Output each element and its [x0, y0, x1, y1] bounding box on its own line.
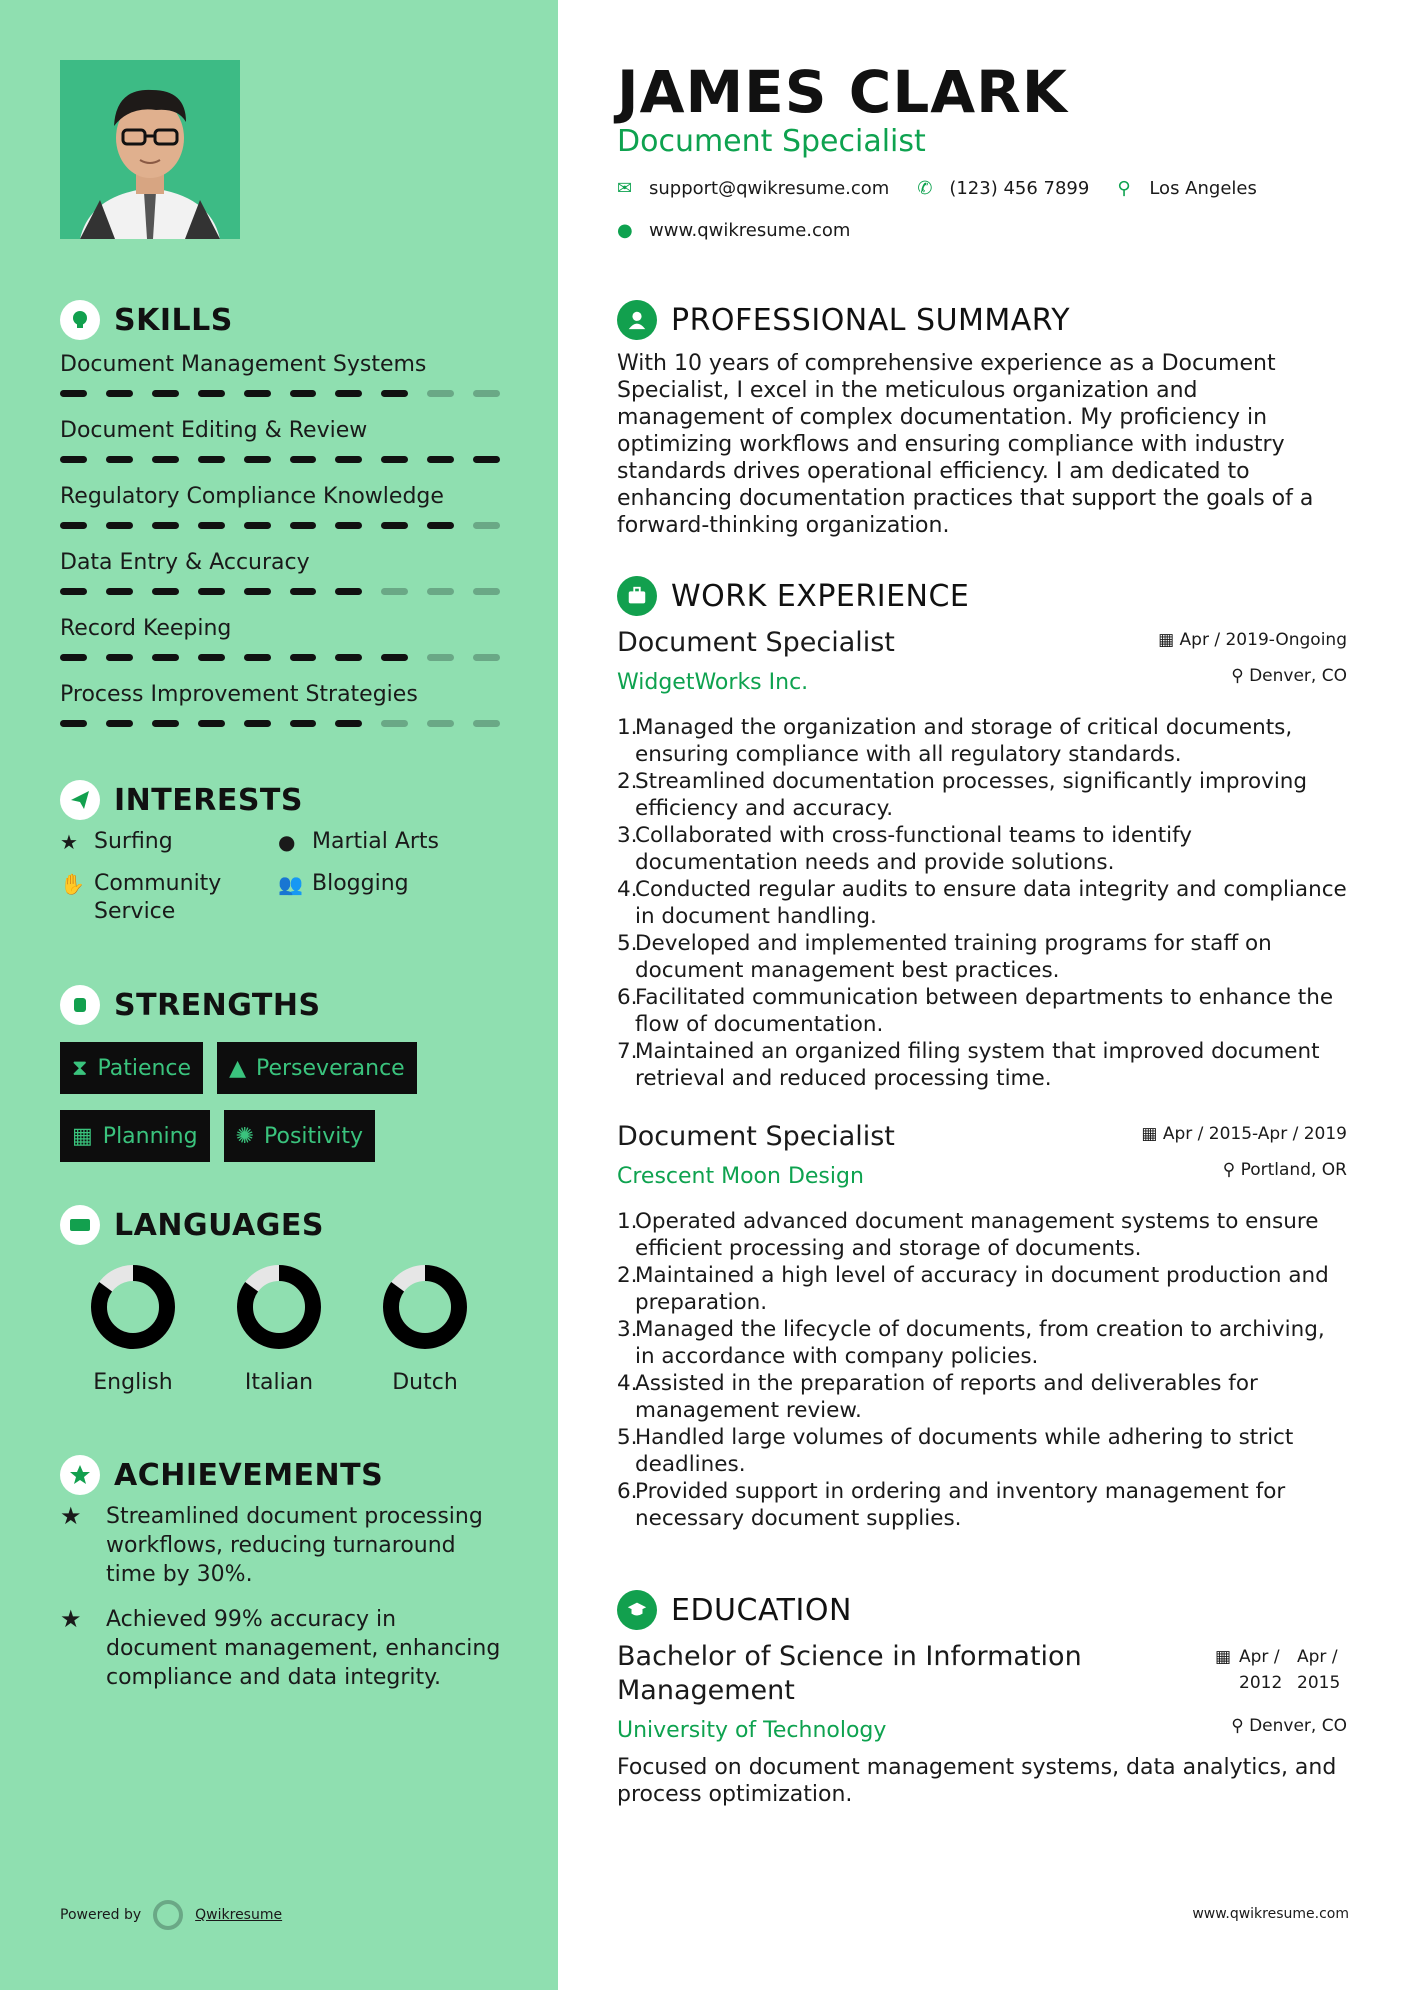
- skill-level-bar: [60, 654, 500, 661]
- skill-level-dash: [198, 390, 225, 397]
- skill-level-dash: [473, 654, 500, 661]
- skill-level-dash: [473, 720, 500, 727]
- contact-website[interactable]: www.qwikresume.com: [649, 220, 851, 241]
- globe-icon: ●: [617, 220, 633, 241]
- job-location: [1231, 666, 1347, 686]
- hand-icon: ✋: [60, 872, 85, 896]
- bullet-text: Provided support in ordering and inventory management for necessary document supplies.: [635, 1479, 1286, 1531]
- skill-level-dash: [106, 390, 133, 397]
- job-bullet: [617, 1370, 1347, 1424]
- skill-level-dash: [381, 456, 408, 463]
- skill-level-dash: [290, 456, 317, 463]
- job-bullet: [617, 714, 1347, 768]
- interest-item: [278, 828, 498, 856]
- job-entry: [617, 1120, 1347, 1532]
- language-donut: [234, 1262, 324, 1352]
- skills-list: [60, 350, 500, 746]
- skills-title: SKILLS: [114, 302, 233, 338]
- summary-heading: [617, 300, 1070, 340]
- users-icon: 👥: [278, 872, 303, 896]
- skill-item: [60, 614, 500, 680]
- skill-level-bar: [60, 522, 500, 529]
- bullet-text: Maintained an organized filing system that improved document retrieval and reduced processing time.: [635, 1039, 1320, 1091]
- strengths-list: [60, 1042, 520, 1162]
- skill-name: Record Keeping: [60, 616, 232, 641]
- bullet-text: Assisted in the preparation of reports and deliverables for management review.: [635, 1371, 1258, 1423]
- skill-level-dash: [60, 456, 87, 463]
- job-dates: [1141, 1124, 1347, 1144]
- experience-heading: [617, 576, 969, 616]
- language-name: English: [93, 1370, 173, 1395]
- bullet-number: 7.: [617, 1039, 638, 1064]
- bullet-number: 6.: [617, 985, 638, 1010]
- pin-icon: ⚲: [1222, 1160, 1241, 1180]
- bullet-number: 3.: [617, 823, 638, 848]
- language-name: Italian: [244, 1370, 314, 1395]
- language-item: [60, 1262, 206, 1395]
- job-bullet: [617, 768, 1347, 822]
- bullet-number: 4.: [617, 877, 638, 902]
- strengths-heading: [60, 985, 321, 1025]
- skill-level-dash: [106, 588, 133, 595]
- skills-heading: [60, 300, 233, 340]
- star-icon: ★: [60, 1605, 82, 1633]
- skill-level-bar: [60, 720, 500, 727]
- skill-level-dash: [335, 390, 362, 397]
- skill-item: [60, 350, 500, 416]
- skill-level-dash: [381, 390, 408, 397]
- skill-level-dash: [244, 720, 271, 727]
- degree-title: Bachelor of Science in Information Management: [617, 1641, 1082, 1706]
- user-icon: [617, 300, 657, 340]
- education-heading: [617, 1590, 852, 1630]
- job-bullet: [617, 984, 1347, 1038]
- skill-level-dash: [198, 654, 225, 661]
- pin-icon: ⚲: [1231, 666, 1250, 686]
- job-bullet: [617, 1478, 1347, 1532]
- skill-level-dash: [60, 390, 87, 397]
- skill-level-dash: [427, 720, 454, 727]
- job-bullet: [617, 1262, 1347, 1316]
- education-location-text: Denver, CO: [1249, 1716, 1347, 1736]
- education-end: Apr / 2015: [1297, 1647, 1341, 1693]
- skill-level-dash: [473, 456, 500, 463]
- school-name: University of Technology: [617, 1718, 887, 1743]
- skill-level-dash: [335, 654, 362, 661]
- skill-name: Process Improvement Strategies: [60, 682, 418, 707]
- skill-level-dash: [244, 522, 271, 529]
- skill-level-dash: [60, 588, 87, 595]
- interests-heading: [60, 780, 303, 820]
- skill-level-dash: [335, 522, 362, 529]
- skill-level-dash: [335, 456, 362, 463]
- languages-heading: [60, 1205, 324, 1245]
- skill-level-dash: [198, 588, 225, 595]
- main-content: [558, 0, 1407, 1990]
- graduation-cap-icon: [617, 1590, 657, 1630]
- skill-level-dash: [381, 654, 408, 661]
- map-pin-icon: ⚲: [1117, 178, 1131, 199]
- hourglass-icon: ⧗: [72, 1055, 88, 1081]
- contact-phone[interactable]: (123) 456 7899: [949, 178, 1090, 199]
- strength-chip: [60, 1042, 203, 1094]
- lightbulb-icon: [60, 300, 100, 340]
- skill-level-dash: [290, 720, 317, 727]
- interest-label: Surfing: [94, 829, 173, 854]
- bullet-text: Managed the organization and storage of critical documents, ensuring compliance with all regulatory standards.: [635, 715, 1293, 767]
- bullet-number: 2.: [617, 1263, 638, 1288]
- skill-item: [60, 416, 500, 482]
- job-bullet: [617, 930, 1347, 984]
- job-company: WidgetWorks Inc.: [617, 670, 809, 695]
- website-row: [617, 220, 850, 241]
- award-icon: [60, 1455, 100, 1495]
- skill-level-dash: [60, 654, 87, 661]
- languages-list: [60, 1262, 498, 1395]
- pin-icon: ⚲: [1231, 1716, 1250, 1736]
- interest-label: Community Service: [94, 871, 222, 924]
- footer-url[interactable]: www.qwikresume.com: [1192, 1906, 1349, 1922]
- strength-chip: [217, 1042, 417, 1094]
- calendar-icon: ▦: [1158, 630, 1180, 650]
- skill-name: Data Entry & Accuracy: [60, 550, 310, 575]
- skill-level-dash: [244, 456, 271, 463]
- star-icon: ★: [60, 1502, 82, 1530]
- skill-level-dash: [152, 456, 179, 463]
- skill-level-dash: [244, 588, 271, 595]
- bullet-text: Facilitated communication between departments to enhance the flow of documentation.: [635, 985, 1334, 1037]
- qwikresume-logo-icon: [153, 1900, 183, 1930]
- skill-level-dash: [198, 522, 225, 529]
- job-location-text: Portland, OR: [1240, 1160, 1347, 1180]
- skill-level-dash: [290, 588, 317, 595]
- job-title: Document Specialist: [617, 627, 895, 658]
- powered-label: Powered by: [60, 1907, 142, 1923]
- skill-level-bar: [60, 390, 500, 397]
- skill-level-dash: [60, 522, 87, 529]
- interest-item: [60, 870, 278, 926]
- interests-title: INTERESTS: [114, 782, 303, 818]
- bullet-number: 2.: [617, 769, 638, 794]
- skill-level-dash: [381, 720, 408, 727]
- bullet-text: Managed the lifecycle of documents, from creation to archiving, in accordance with company policies.: [635, 1317, 1325, 1369]
- sidebar: [0, 0, 558, 1990]
- interest-item: [278, 870, 498, 926]
- skill-level-dash: [427, 588, 454, 595]
- sun-icon: ✺: [235, 1123, 255, 1149]
- calendar-icon: ▦: [72, 1123, 93, 1149]
- achievements-heading: [60, 1455, 383, 1495]
- contact-email[interactable]: support@qwikresume.com: [649, 178, 890, 199]
- bullet-number: 6.: [617, 1479, 638, 1504]
- achievement-text: Achieved 99% accuracy in document management, enhancing compliance and data integrity.: [106, 1607, 501, 1690]
- skill-level-dash: [198, 456, 225, 463]
- skill-level-dash: [244, 654, 271, 661]
- language-donut: [380, 1262, 470, 1352]
- skill-level-dash: [335, 588, 362, 595]
- languages-title: LANGUAGES: [114, 1207, 324, 1243]
- bullet-text: Streamlined documentation processes, significantly improving efficiency and accuracy.: [635, 769, 1308, 821]
- bullet-text: Maintained a high level of accuracy in document production and preparation.: [635, 1263, 1329, 1315]
- skill-level-dash: [106, 720, 133, 727]
- education-description: Focused on document management systems, data analytics, and process optimization.: [617, 1755, 1337, 1807]
- skill-level-dash: [290, 522, 317, 529]
- achievement-text: Streamlined document processing workflows, reducing turnaround time by 30%.: [106, 1504, 483, 1587]
- skill-level-dash: [244, 390, 271, 397]
- education-title: EDUCATION: [671, 1592, 852, 1628]
- skill-level-dash: [290, 390, 317, 397]
- strength-label: Patience: [97, 1055, 192, 1081]
- bullet-number: 1.: [617, 1209, 638, 1234]
- powered-by: [60, 1900, 282, 1930]
- skill-level-dash: [152, 522, 179, 529]
- strength-chip: [224, 1110, 375, 1162]
- job-company: Crescent Moon Design: [617, 1164, 864, 1189]
- bullet-number: 3.: [617, 1317, 638, 1342]
- paper-plane-icon: [60, 780, 100, 820]
- language-item: [352, 1262, 498, 1395]
- bullet-number: 4.: [617, 1371, 638, 1396]
- briefcase-icon: [617, 576, 657, 616]
- achievement-item: [60, 1502, 510, 1589]
- education-location: [1231, 1716, 1347, 1736]
- skill-level-dash: [152, 390, 179, 397]
- job-bullet: [617, 822, 1347, 876]
- skill-level-dash: [152, 720, 179, 727]
- achievements-title: ACHIEVEMENTS: [114, 1457, 384, 1493]
- job-location-text: Denver, CO: [1249, 666, 1347, 686]
- calendar-icon: ▦: [1141, 1124, 1163, 1144]
- job-bullet: [617, 1038, 1347, 1092]
- summary-text: With 10 years of comprehensive experience as a Document Specialist, I excel in the meticulous organization and management of complex documentation. My proficiency in optimizing workflows and ensuring compliance with industry standards drives operational efficiency. I am dedicated to enhancing documentation practices that support the goals of a forward-thinking organization.: [617, 351, 1314, 538]
- skill-level-bar: [60, 588, 500, 595]
- skill-level-bar: [60, 456, 500, 463]
- skill-level-dash: [152, 654, 179, 661]
- job-bullets: [617, 714, 1347, 1092]
- skill-level-dash: [152, 588, 179, 595]
- skill-level-dash: [106, 654, 133, 661]
- strengths-title: STRENGTHS: [114, 987, 321, 1023]
- language-donut: [88, 1262, 178, 1352]
- skill-level-dash: [198, 720, 225, 727]
- person-portrait-icon: [60, 60, 240, 239]
- skill-level-dash: [427, 522, 454, 529]
- bullet-text: Operated advanced document management systems to ensure efficient processing and storage of documents.: [635, 1209, 1319, 1261]
- road-icon: ▲: [229, 1055, 246, 1081]
- skill-level-dash: [60, 720, 87, 727]
- bullet-number: 5.: [617, 931, 638, 956]
- job-dates: [1158, 630, 1347, 650]
- skill-level-dash: [427, 456, 454, 463]
- skill-level-dash: [381, 588, 408, 595]
- job-entry: [617, 626, 1347, 1092]
- skill-name: Document Editing & Review: [60, 418, 368, 443]
- strength-label: Planning: [102, 1123, 198, 1149]
- globe-icon: ●: [278, 830, 296, 854]
- bullet-text: Conducted regular audits to ensure data integrity and compliance in document handling.: [635, 877, 1347, 929]
- job-location: [1223, 1160, 1347, 1180]
- skill-level-dash: [335, 720, 362, 727]
- bullet-text: Collaborated with cross-functional teams to identify documentation needs and provide solutions.: [635, 823, 1193, 875]
- contact-row: [617, 178, 1257, 199]
- phone-icon: ✆: [917, 178, 933, 199]
- education-dates: [1215, 1644, 1347, 1696]
- skill-level-dash: [427, 390, 454, 397]
- education-start: Apr / 2012: [1239, 1647, 1283, 1693]
- skill-item: [60, 482, 500, 548]
- skill-item: [60, 680, 500, 746]
- skill-level-dash: [473, 588, 500, 595]
- skill-level-dash: [427, 654, 454, 661]
- skill-level-dash: [290, 654, 317, 661]
- interest-label: Martial Arts: [312, 829, 440, 854]
- language-name: Dutch: [392, 1370, 458, 1395]
- bullet-text: Developed and implemented training programs for staff on document management best practices.: [635, 931, 1272, 983]
- calendar-icon: ▦: [1214, 1647, 1231, 1667]
- fist-icon: [60, 985, 100, 1025]
- job-dates-text: Apr / 2015-Apr / 2019: [1162, 1124, 1347, 1144]
- bullet-number: 1.: [617, 715, 638, 740]
- job-bullet: [617, 1424, 1347, 1478]
- contact-location: Los Angeles: [1149, 178, 1257, 199]
- candidate-title: Document Specialist: [617, 124, 926, 159]
- skill-level-dash: [381, 522, 408, 529]
- summary-title: PROFESSIONAL SUMMARY: [671, 302, 1071, 338]
- job-bullet: [617, 876, 1347, 930]
- profile-photo: [60, 60, 240, 239]
- job-bullet: [617, 1208, 1347, 1262]
- interest-item: [60, 828, 278, 856]
- job-title: Document Specialist: [617, 1121, 895, 1152]
- education-entry: [617, 1640, 1347, 1808]
- job-dates-text: Apr / 2019-Ongoing: [1179, 630, 1347, 650]
- skill-level-dash: [473, 390, 500, 397]
- strength-label: Positivity: [264, 1123, 364, 1149]
- candidate-name: JAMES CLARK: [617, 58, 1068, 126]
- skill-name: Regulatory Compliance Knowledge: [60, 484, 444, 509]
- job-bullet: [617, 1316, 1347, 1370]
- language-icon: [60, 1205, 100, 1245]
- skill-name: Document Management Systems: [60, 352, 427, 377]
- skill-item: [60, 548, 500, 614]
- achievement-item: [60, 1605, 510, 1692]
- strength-chip: [60, 1110, 210, 1162]
- experience-title: WORK EXPERIENCE: [671, 578, 970, 614]
- interest-label: Blogging: [312, 871, 409, 896]
- skill-level-dash: [106, 456, 133, 463]
- language-item: [206, 1262, 352, 1395]
- bullet-text: Handled large volumes of documents while adhering to strict deadlines.: [635, 1425, 1294, 1477]
- interests-list: [60, 828, 500, 926]
- qwikresume-link[interactable]: Qwikresume: [195, 1907, 283, 1923]
- achievements-list: [60, 1502, 510, 1708]
- bullet-number: 5.: [617, 1425, 638, 1450]
- strength-label: Perseverance: [255, 1055, 405, 1081]
- envelope-icon: ✉: [617, 178, 633, 199]
- star-icon: ★: [60, 830, 78, 854]
- skill-level-dash: [106, 522, 133, 529]
- skill-level-dash: [473, 522, 500, 529]
- job-bullets: [617, 1208, 1347, 1532]
